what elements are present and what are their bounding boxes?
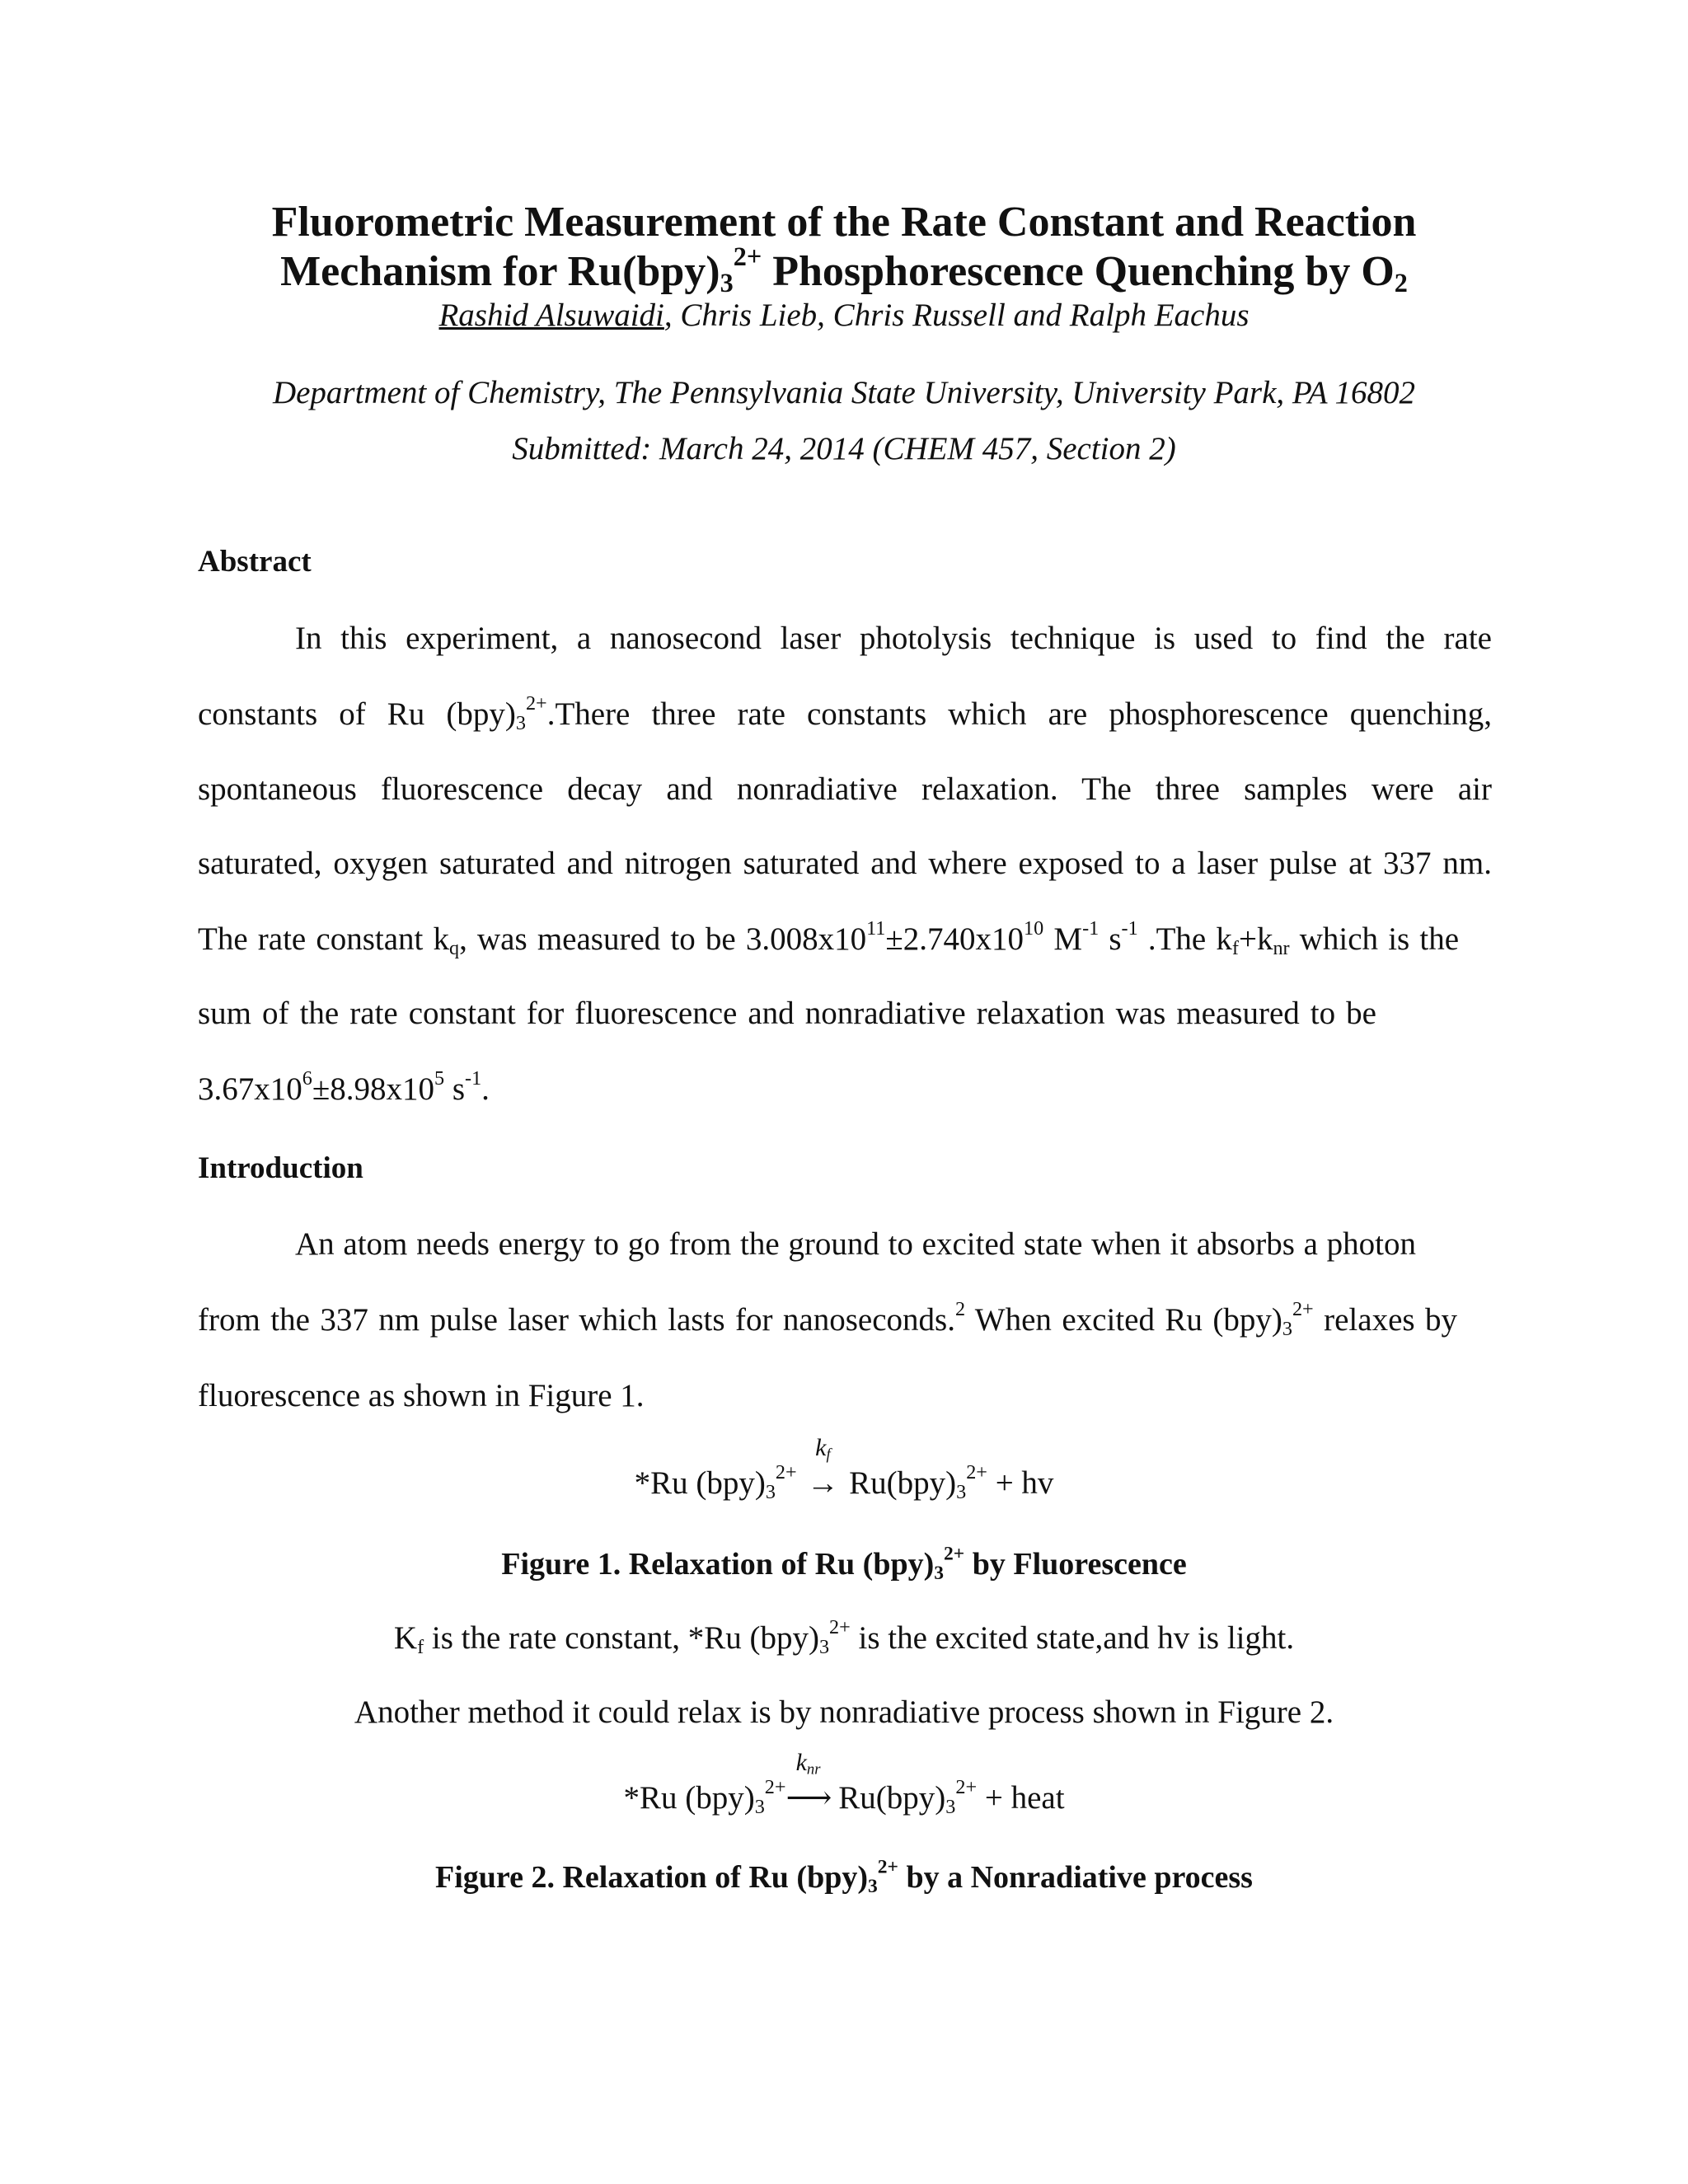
lead-author: Rashid Alsuwaidi [438,298,664,333]
affiliation: Department of Chemistry, The Pennsylvania State University, University Park, PA 16802 [272,375,1416,410]
paper-title-line-1: Fluorometric Measurement of the Rate Constant and Reaction [271,199,1417,246]
introduction-line-3: fluorescence as shown in Figure 1. [198,1378,645,1413]
paper-title-line-2: Mechanism for $Ru(bpy)_3^{2+}$ Phosphorescence Quenching by $O_2$ [280,241,1408,298]
abstract-line-7: $3.67x10^6\pm 8.98x10^5$ $s^{-1}$. [198,1066,490,1107]
abstract-line-1: In this experiment, a nanosecond laser photolysis technique is used to find the rate [295,621,1492,656]
abstract-line-2: constants of Ru $(bpy)_3^{2+}.There$ three rate constants which are phosphorescence quenching, [198,691,1492,735]
figure-2-caption: Figure 2. Relaxation of Ru $(bpy)_3^{2+}$ by a Nonradiative process [435,1856,1253,1897]
submission-date: Submitted: March 24, 2014 (CHEM 457, Section 2) [512,431,1176,466]
equation-nonradiative: *Ru $(bpy)_3^{2+}$ $k_{nr}$ ⟶ $Ru(bpy)_3^{2+}$ + heat [623,1749,1065,1819]
author-list: Rashid Alsuwaidi, Chris Lieb, Chris Russell and Ralph Eachus [438,298,1250,333]
introduction-line-1: An atom needs energy to go from the ground to excited state when it absorbs a photon [295,1226,1416,1262]
figure-1-caption: Figure 1. Relaxation of Ru $(bpy)_3^{2+}$ by Fluorescence [501,1543,1187,1584]
introduction-heading: Introduction [198,1151,363,1185]
rate-arrow-knr: $k_{nr}$ ⟶ [785,1749,832,1816]
nonradiative-intro: Another method it could relax is by nonradiative process shown in Figure 2. [354,1694,1334,1730]
rate-arrow-kf: $k_f$ → [804,1467,841,1499]
abstract-line-6: sum of the rate constant for fluorescence and nonradiative relaxation was measured to be [198,996,1376,1031]
equation-fluorescence: *Ru $(bpy)_3^{2+}$ $k_f$ → $Ru(bpy)_3^{2+}$ + hv [634,1434,1054,1504]
rate-label-knr: $k_{nr}$ [795,1749,821,1779]
rate-label-kf: $k_f$ [815,1434,831,1464]
abstract-line-5: The rate constant $k_q$, was measured to be $3.008x10^{11}\pm 2.740x10^{10}$ $M^{-1}$ $s^{-1}$ .The $k_f+k_{nr}$ which is the [198,916,1460,960]
rate-constant-definition: $K_f$ is the rate constant, *Ru $(bpy)_3^{2+}$ is the excited state,and hv is light. [393,1615,1295,1659]
introduction-line-2: from the 337 nm pulse laser which lasts for nanoseconds.$^2$ When excited Ru $(bpy)_3^{2+}$ relaxes by [198,1297,1458,1341]
abstract-heading: Abstract [198,545,312,579]
abstract-line-4: saturated, oxygen saturated and nitrogen saturated and where exposed to a laser pulse at 337 nm. [198,846,1492,881]
abstract-line-3: spontaneous fluorescence decay and nonradiative relaxation. The three samples were air [198,771,1492,807]
